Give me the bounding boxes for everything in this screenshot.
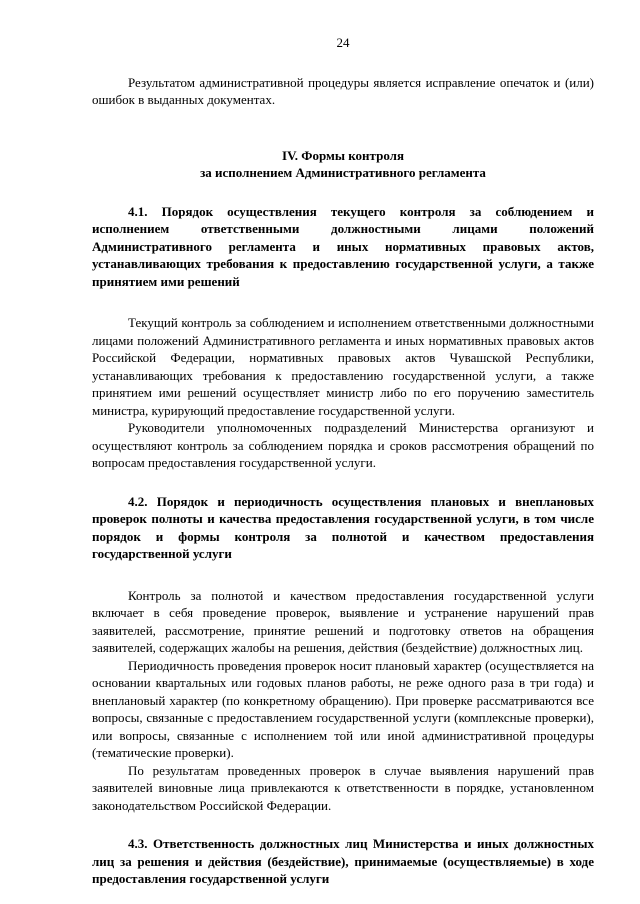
page-number: 24 <box>336 35 350 50</box>
section-4-2-paragraph-2: Периодичность проведения проверок носит плановый характер (осуществляется на основании квартальных или годовых планов работы, не реже одного раза в три года) и внеплановый характер (по конкретному обращению). При проверке рассматриваются все вопросы, связанные с предоставлением государственной услуги (комплексные проверки), или вопросы, связанные с исполнением той или иной административной процедуры (тематические проверки). <box>92 657 594 760</box>
chapter-title-line-2: за исполнением Административного регламента <box>200 165 486 180</box>
section-4-2-paragraph-3: По результатам проведенных проверок в случае выявления нарушений прав заявителей виновные лица привлекаются к ответственности в порядке, установленном законодательством Российской Федерации. <box>92 762 594 813</box>
chapter-title-line-1: IV. Формы контроля <box>282 147 404 163</box>
section-4-1-heading: 4.1. Порядок осуществления текущего контроля за соблюдением и исполнением ответственными должностными лицами положений Административного регламента и иных нормативных правовых актов, устанавливающих требования к предоставлению государственной услуги, а также принятием ими решений <box>92 203 594 289</box>
intro-paragraph: Результатом административной процедуры является исправление опечаток и (или) ошибок в выданных документах. <box>92 74 594 107</box>
section-4-2-paragraph-1: Контроль за полнотой и качеством предоставления государственной услуги включает в себя проведение проверок, выявление и устранение нарушений прав заявителей, рассмотрение, принятие решений и подготовку ответов на обращения заявителей, содержащих жалобы на решения, действия (бездействие) должностных лиц. <box>92 587 594 655</box>
section-4-1-paragraph-1: Текущий контроль за соблюдением и исполнением ответственными должностными лицами положений Административного регламента и иных нормативных правовых актов Российской Федерации, нормативных правовых актов Чувашской Республики, устанавливающих требования к предоставлению государственной услуги, а также принятием ими решений осуществляет министр либо по его поручению заместитель министра, курирующий предоставление государственной услуги. <box>92 315 594 418</box>
section-4-2-heading: 4.2. Порядок и периодичность осуществления плановых и внеплановых проверок полноты и качества предоставления государственной услуги, в том числе порядок и формы контроля за полнотой и качеством предоставления государственной услуги <box>92 493 594 561</box>
section-4-3-heading: 4.3. Ответственность должностных лиц Министерства и иных должностных лиц за решения и действия (бездействие), принимаемые (осуществляемые) в ходе предоставления государственной услуги <box>92 836 594 886</box>
section-4-1-paragraph-2: Руководители уполномоченных подразделений Министерства организуют и осуществляют контроль за соблюдением порядка и сроков рассмотрения обращений по вопросам предоставления государственной услуги. <box>92 420 594 470</box>
